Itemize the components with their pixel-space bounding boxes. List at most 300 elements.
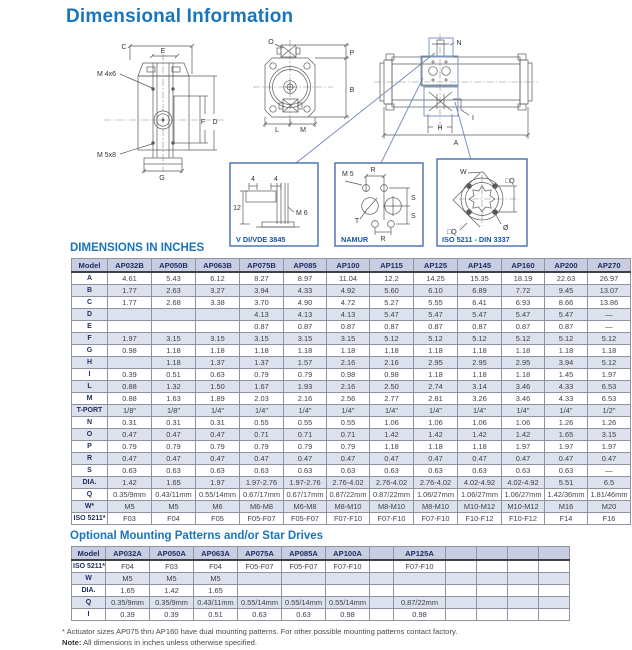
table-cell: 0.55/14mm xyxy=(238,597,282,609)
table-cell: F04 xyxy=(152,513,196,525)
table-cell: 0.87 xyxy=(458,321,502,333)
footnote-asterisk: * Actuator sizes AP075 thru AP160 have dual mounting patterns. For other possible mounting patterns contact factory. xyxy=(62,627,458,636)
table-cell: 5.12 xyxy=(370,333,414,345)
table-cell: 0.98 xyxy=(326,609,370,621)
table-row xyxy=(72,501,631,513)
table-cell: 3.38 xyxy=(196,297,240,309)
column-header xyxy=(370,547,394,561)
table-cell: 1.18 xyxy=(588,345,631,357)
table-cell: 5.47 xyxy=(414,309,458,321)
table-cell: M6-M8 xyxy=(284,501,327,513)
table-cell: 22.63 xyxy=(545,272,588,285)
table-cell: 5.12 xyxy=(588,333,631,345)
table-cell xyxy=(238,573,282,585)
column-header: AP085A xyxy=(282,547,326,561)
iso-dim-q-bottom: □Q xyxy=(447,229,457,236)
table-cell: 5.47 xyxy=(545,309,588,321)
row-label: ISO 5211* xyxy=(72,513,108,525)
table-cell: 2.76-4.02 xyxy=(327,477,370,489)
table-cell: 0.39 xyxy=(108,369,152,381)
top-view-drawing xyxy=(374,34,538,139)
table-cell: 6.12 xyxy=(196,272,240,285)
table-cell: 18.19 xyxy=(502,272,545,285)
table-cell: 0.79 xyxy=(327,441,370,453)
table-cell: 2.16 xyxy=(284,393,327,405)
table-cell: 1.97 xyxy=(545,441,588,453)
table-cell: M5 xyxy=(152,501,196,513)
table-cell: 4.13 xyxy=(284,309,327,321)
table-cell: 1.37 xyxy=(240,357,284,369)
table-row xyxy=(72,321,631,333)
table-cell: 1.42 xyxy=(502,429,545,441)
namur-dim-r-top: R xyxy=(370,167,376,174)
table-cell: F03 xyxy=(150,560,194,573)
table-cell: 4.61 xyxy=(108,272,152,285)
table-row xyxy=(72,272,631,285)
table-row xyxy=(72,477,631,489)
table-cell: 0.47 xyxy=(545,453,588,465)
column-header: AP115 xyxy=(370,259,414,273)
table-cell: 1.18 xyxy=(152,345,196,357)
table-cell: 5.27 xyxy=(370,297,414,309)
table-cell: M16 xyxy=(545,501,588,513)
column-header: AP032B xyxy=(108,259,152,273)
table-cell: F10-F12 xyxy=(458,513,502,525)
table-cell: 0.35/9mm xyxy=(150,597,194,609)
table-cell: 1/4" xyxy=(370,405,414,417)
technical-drawings xyxy=(0,0,632,256)
table-cell: 2.81 xyxy=(414,393,458,405)
table-cell: 3.15 xyxy=(588,429,631,441)
table-cell: M5 xyxy=(108,501,152,513)
table-cell: 12.2 xyxy=(370,272,414,285)
column-header: AP075B xyxy=(240,259,284,273)
row-label: I xyxy=(72,609,106,621)
table-cell: M5 xyxy=(106,573,150,585)
table-cell: 0.71 xyxy=(327,429,370,441)
table-cell: 0.31 xyxy=(152,417,196,429)
table-cell: 1.06/27mm xyxy=(414,489,458,501)
table-cell: 1.97 xyxy=(502,441,545,453)
row-label: DIA. xyxy=(72,477,108,489)
table-cell: 1/4" xyxy=(284,405,327,417)
table-cell: 5.12 xyxy=(458,333,502,345)
table-cell: 1/4" xyxy=(414,405,458,417)
table-cell: 3.26 xyxy=(458,393,502,405)
table-cell xyxy=(282,573,326,585)
table-cell: 1.89 xyxy=(196,393,240,405)
table-row xyxy=(72,453,631,465)
table-cell: 0.63 xyxy=(414,465,458,477)
iso-dim-w: W xyxy=(460,169,467,176)
table-cell: 3.46 xyxy=(502,393,545,405)
table-cell xyxy=(108,357,152,369)
table-cell: 1.18 xyxy=(370,345,414,357)
dim-label-m: M xyxy=(300,127,306,134)
table-cell: 0.47 xyxy=(240,453,284,465)
row-label: L xyxy=(72,381,108,393)
table-cell: 0.87 xyxy=(545,321,588,333)
footnote-note-text: All dimensions in inches unless otherwise specified. xyxy=(83,638,258,647)
table-cell: M5 xyxy=(150,573,194,585)
row-label: D xyxy=(72,309,108,321)
table-cell: 2.76-4.02 xyxy=(414,477,458,489)
table-cell: 4.72 xyxy=(327,297,370,309)
table-cell: 1.57 xyxy=(284,357,327,369)
table-cell: 0.63 xyxy=(282,609,326,621)
table-row xyxy=(72,357,631,369)
namur-dim-t: T xyxy=(354,218,360,225)
table-cell: 13.07 xyxy=(588,285,631,297)
table-cell: 5.55 xyxy=(414,297,458,309)
table-cell: 4.33 xyxy=(545,381,588,393)
table-cell: 3.15 xyxy=(196,333,240,345)
column-header: AP125 xyxy=(414,259,458,273)
optional-table-title: Optional Mounting Patterns and/or Star Drives xyxy=(70,530,324,542)
table-cell: 1.67 xyxy=(240,381,284,393)
table-cell: F05-F07 xyxy=(240,513,284,525)
table-cell: 8.97 xyxy=(284,272,327,285)
table-cell xyxy=(370,609,394,621)
table-cell xyxy=(370,585,394,597)
table-cell: 1.97 xyxy=(108,333,152,345)
page-title: Dimensional Information xyxy=(66,6,294,27)
table-row xyxy=(72,393,631,405)
table-cell xyxy=(152,321,196,333)
table-cell: 2.56 xyxy=(327,393,370,405)
table-cell: 0.47 xyxy=(152,429,196,441)
table-cell: 0.55 xyxy=(240,417,284,429)
table-cell: 2.16 xyxy=(327,381,370,393)
table-cell: 1.06 xyxy=(370,417,414,429)
table-cell: 0.63 xyxy=(458,465,502,477)
table-cell: 0.87 xyxy=(414,321,458,333)
dim-label-c: C xyxy=(121,44,127,51)
table-row xyxy=(72,441,631,453)
table-cell: 1.18 xyxy=(414,345,458,357)
table-cell xyxy=(508,573,539,585)
table-cell: 5.12 xyxy=(545,333,588,345)
table-cell: 6.41 xyxy=(458,297,502,309)
dim-label-m4x6: M 4x6 xyxy=(97,71,117,78)
namur-dim-s1: S xyxy=(411,195,416,202)
table-cell xyxy=(477,585,508,597)
table-cell: 0.98 xyxy=(108,345,152,357)
table-cell xyxy=(477,609,508,621)
row-label: B xyxy=(72,285,108,297)
table-cell: 1.18 xyxy=(152,357,196,369)
table-cell: 0.35/9mm xyxy=(108,489,152,501)
dim-label-e: E xyxy=(160,48,166,55)
table-cell: 6.89 xyxy=(458,285,502,297)
header-row xyxy=(72,547,570,561)
row-label: W* xyxy=(72,501,108,513)
table-cell: 0.87/22mm xyxy=(327,489,370,501)
table-cell: 0.55/14mm xyxy=(326,597,370,609)
table-cell: 0.79 xyxy=(240,441,284,453)
table-cell: 0.63 xyxy=(108,465,152,477)
table-cell: 1.32 xyxy=(152,381,196,393)
table-cell: F05-F07 xyxy=(284,513,327,525)
table-cell: 1/2" xyxy=(588,405,631,417)
table-cell: 5.12 xyxy=(414,333,458,345)
table-cell: 7.72 xyxy=(502,285,545,297)
front-view-drawing xyxy=(253,40,349,127)
table-cell: F03 xyxy=(108,513,152,525)
table-cell: 0.63 xyxy=(327,465,370,477)
table-cell: 3.15 xyxy=(327,333,370,345)
table-cell: 2.63 xyxy=(152,285,196,297)
row-label: T-PORT xyxy=(72,405,108,417)
table-cell: 13.86 xyxy=(588,297,631,309)
table-cell: 2.76-4.02 xyxy=(370,477,414,489)
namur-dim-r-bottom: R xyxy=(380,236,386,243)
table-cell: 8.27 xyxy=(240,272,284,285)
table-cell: 0.63 xyxy=(502,465,545,477)
detail-caption-vdi: V DI/VDE 3845 xyxy=(236,235,286,244)
table-cell: 1.18 xyxy=(414,441,458,453)
table-cell: 0.71 xyxy=(284,429,327,441)
table-cell: 1.50 xyxy=(196,381,240,393)
table-cell xyxy=(370,560,394,573)
column-header xyxy=(508,547,539,561)
table-cell: F04 xyxy=(194,560,238,573)
table-cell: 0.88 xyxy=(108,381,152,393)
column-header: AP145 xyxy=(458,259,502,273)
table-cell xyxy=(446,609,477,621)
table-cell: 2.16 xyxy=(327,357,370,369)
table-cell: 2.74 xyxy=(414,381,458,393)
table-cell: F07-F10 xyxy=(326,560,370,573)
table-cell: M8-M10 xyxy=(414,501,458,513)
table-cell xyxy=(539,585,570,597)
table-cell xyxy=(539,609,570,621)
table-cell: 4.90 xyxy=(284,297,327,309)
table-cell: 3.14 xyxy=(458,381,502,393)
table-cell xyxy=(152,309,196,321)
table-cell: 1.42/36mm xyxy=(545,489,588,501)
table-cell: 0.87 xyxy=(327,321,370,333)
dimensions-table-title: DIMENSIONS IN INCHES xyxy=(70,242,205,254)
table-cell: 1.26 xyxy=(588,417,631,429)
table-cell: 1.45 xyxy=(545,369,588,381)
table-cell: 1/4" xyxy=(196,405,240,417)
table-row xyxy=(72,585,570,597)
table-cell xyxy=(394,585,446,597)
table-cell: 0.47 xyxy=(588,453,631,465)
dim-label-i: I xyxy=(472,115,474,122)
table-cell xyxy=(108,309,152,321)
table-cell: 2.16 xyxy=(370,357,414,369)
dim-label-l: L xyxy=(275,127,279,134)
table-cell: 2.77 xyxy=(370,393,414,405)
table-cell: 0.63 xyxy=(370,465,414,477)
vdi-dim-m6: M 6 xyxy=(296,210,308,217)
column-header: AP032A xyxy=(106,547,150,561)
table-cell: 0.79 xyxy=(196,441,240,453)
table-cell xyxy=(508,609,539,621)
table-cell xyxy=(477,560,508,573)
detail-caption-iso: ISO 5211 - DIN 3337 xyxy=(442,235,510,244)
table-cell: F04 xyxy=(106,560,150,573)
table-row xyxy=(72,429,631,441)
table-cell: M6 xyxy=(196,501,240,513)
table-cell: 1.65 xyxy=(194,585,238,597)
dim-label-g: G xyxy=(159,175,165,182)
dim-label-f: F xyxy=(200,119,206,126)
footnote-note xyxy=(62,637,457,648)
table-cell xyxy=(446,573,477,585)
row-label: DIA. xyxy=(72,585,106,597)
table-cell: 1/4" xyxy=(458,405,502,417)
table-cell: 2.95 xyxy=(502,357,545,369)
table-cell xyxy=(446,560,477,573)
dim-label-b: B xyxy=(349,87,355,94)
column-header: AP085 xyxy=(284,259,327,273)
table-cell: 5.12 xyxy=(588,357,631,369)
table-cell: M8-M10 xyxy=(370,501,414,513)
row-label: I xyxy=(72,369,108,381)
table-cell: 1.06 xyxy=(458,417,502,429)
table-cell: 0.47 xyxy=(414,453,458,465)
row-label: A xyxy=(72,272,108,285)
table-cell: 0.63 xyxy=(545,465,588,477)
table-cell: 4.33 xyxy=(284,285,327,297)
table-cell xyxy=(508,585,539,597)
table-row xyxy=(72,333,631,345)
table-cell: F05-F07 xyxy=(238,560,282,573)
table-cell: 0.87 xyxy=(502,321,545,333)
table-cell xyxy=(282,585,326,597)
table-cell xyxy=(196,321,240,333)
table-cell: 1.06 xyxy=(414,417,458,429)
table-row xyxy=(72,417,631,429)
table-cell xyxy=(196,309,240,321)
table-cell: 6.5 xyxy=(588,477,631,489)
table-cell: 5.12 xyxy=(502,333,545,345)
table-cell: 0.31 xyxy=(108,417,152,429)
detail-caption-namur: NAMUR xyxy=(341,235,369,244)
table-cell: 0.79 xyxy=(284,441,327,453)
column-header xyxy=(539,547,570,561)
table-row xyxy=(72,381,631,393)
table-cell: F05 xyxy=(196,513,240,525)
table-cell: 0.98 xyxy=(394,609,446,621)
table-cell: 4.33 xyxy=(545,393,588,405)
table-cell: 4.02-4.92 xyxy=(502,477,545,489)
column-header: AP050A xyxy=(150,547,194,561)
footnotes xyxy=(62,626,457,648)
table-cell: F16 xyxy=(588,513,631,525)
column-header: AP100A xyxy=(326,547,370,561)
table-row xyxy=(72,513,631,525)
table-cell xyxy=(477,573,508,585)
table-cell: 3.94 xyxy=(240,285,284,297)
row-label: M xyxy=(72,393,108,405)
table-cell: 1.06/27mm xyxy=(458,489,502,501)
table-cell: 1.18 xyxy=(502,369,545,381)
row-label: P xyxy=(72,441,108,453)
table-cell: 0.39 xyxy=(150,609,194,621)
table-cell: 3.15 xyxy=(284,333,327,345)
table-cell xyxy=(108,321,152,333)
table-cell: 1/4" xyxy=(240,405,284,417)
table-cell xyxy=(446,585,477,597)
table-cell: 3.46 xyxy=(502,381,545,393)
table-cell: M20 xyxy=(588,501,631,513)
table-row xyxy=(72,609,570,621)
table-cell: F07-F10 xyxy=(370,513,414,525)
table-cell: 0.47 xyxy=(327,453,370,465)
footnote-note-label: Note: xyxy=(62,638,82,647)
table-cell xyxy=(370,573,394,585)
table-cell: 1.18 xyxy=(284,345,327,357)
column-header: AP125A xyxy=(394,547,446,561)
dim-label-o: O xyxy=(268,39,274,46)
namur-dim-s2: S xyxy=(411,213,416,220)
table-row xyxy=(72,285,631,297)
table-cell: 1.18 xyxy=(196,345,240,357)
table-cell: 4.13 xyxy=(327,309,370,321)
table-cell: 0.47 xyxy=(152,453,196,465)
table-cell: 9.45 xyxy=(545,285,588,297)
table-cell: 0.47 xyxy=(502,453,545,465)
table-cell: 1/8" xyxy=(152,405,196,417)
table-row xyxy=(72,489,631,501)
row-label: G xyxy=(72,345,108,357)
dim-label-p: P xyxy=(349,50,355,57)
table-cell: 3.15 xyxy=(152,333,196,345)
table-cell: 1.97 xyxy=(588,369,631,381)
table-cell: 2.03 xyxy=(240,393,284,405)
table-row xyxy=(72,597,570,609)
table-row xyxy=(72,369,631,381)
table-cell: 0.79 xyxy=(240,369,284,381)
table-cell: 0.39 xyxy=(106,609,150,621)
table-cell xyxy=(539,597,570,609)
table-cell: F07-F10 xyxy=(414,513,458,525)
column-header: AP100 xyxy=(327,259,370,273)
table-cell: 3.94 xyxy=(545,357,588,369)
table-cell: 5.43 xyxy=(152,272,196,285)
table-cell xyxy=(539,560,570,573)
table-cell: 5.51 xyxy=(545,477,588,489)
table-cell: 1.18 xyxy=(240,345,284,357)
column-header: AP050B xyxy=(152,259,196,273)
dim-label-n: N xyxy=(456,40,462,47)
table-cell: M10-M12 xyxy=(502,501,545,513)
table-cell: 1.65 xyxy=(106,585,150,597)
table-cell xyxy=(238,585,282,597)
dim-label-h: H xyxy=(437,125,443,132)
table-cell: 0.63 xyxy=(152,465,196,477)
table-cell: 1/4" xyxy=(502,405,545,417)
table-cell: 6.93 xyxy=(502,297,545,309)
optional-mounting-table xyxy=(71,546,570,621)
table-cell: 2.50 xyxy=(370,381,414,393)
table-cell: — xyxy=(588,309,631,321)
table-cell: 0.43/11mm xyxy=(152,489,196,501)
table-row xyxy=(72,345,631,357)
table-cell: 1.97-2.76 xyxy=(240,477,284,489)
table-cell xyxy=(508,597,539,609)
table-cell xyxy=(370,597,394,609)
table-cell: 0.98 xyxy=(370,369,414,381)
table-cell xyxy=(477,597,508,609)
row-label: O xyxy=(72,429,108,441)
row-label: Q xyxy=(72,597,106,609)
iso-dim-q-top: □Q xyxy=(505,178,515,185)
